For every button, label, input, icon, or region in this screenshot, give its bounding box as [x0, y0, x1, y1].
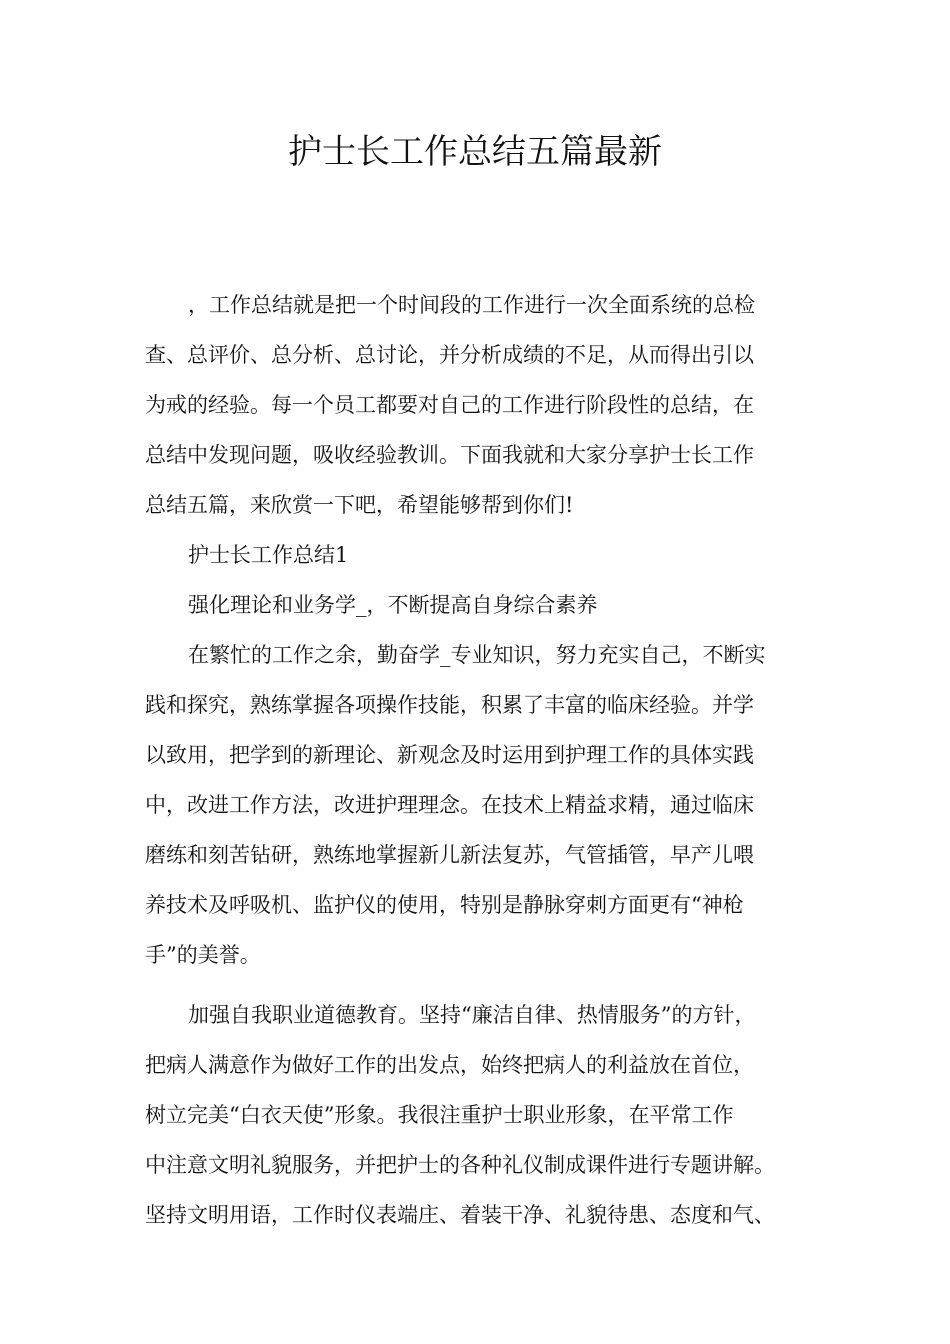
intro-line: 总结中发现问题，吸收经验教训。下面我就和大家分享护士长工作: [145, 443, 754, 467]
intro-line: 为戒的经验。每一个员工都要对自己的工作进行阶段性的总结，在: [145, 393, 754, 417]
paragraph1-line: 践和探究，熟练掌握各项操作技能，积累了丰富的临床经验。并学: [145, 693, 754, 717]
section-heading: 护士长工作总结1: [188, 543, 349, 567]
paragraph1-line: 以致用，把学到的新理论、新观念及时运用到护理工作的具体实践: [145, 743, 754, 767]
paragraph-gap: [145, 980, 825, 990]
paragraph2-line: 加强自我职业道德教育。坚持“廉洁自律、热情服务”的方针，: [188, 1003, 756, 1027]
intro-line: 查、总评价、总分析、总讨论，并分析成绩的不足，从而得出引以: [145, 343, 754, 367]
intro-line: 总结五篇，来欣赏一下吧，希望能够帮到你们!: [145, 493, 574, 517]
paragraph1-line: 磨练和刻苦钻研，熟练地掌握新儿新法复苏，气管插管，早产儿喂: [145, 843, 754, 867]
paragraph1-line: 养技术及呼吸机、监护仪的使用，特别是静脉穿刺方面更有“神枪: [145, 893, 744, 917]
document-title: 护士长工作总结五篇最新: [288, 132, 662, 172]
paragraph1-line: 中，改进工作方法，改进护理理念。在技术上精益求精，通过临床: [145, 793, 754, 817]
paragraph2-line: 中注意文明礼貌服务，并把护士的各种礼仪制成课件进行专题讲解。: [145, 1153, 775, 1177]
paragraph2-line: 把病人满意作为做好工作的出发点，始终把病人的利益放在首位，: [145, 1053, 754, 1077]
paragraph2-line: 坚持文明用语，工作时仪表端庄、着装干净、礼貌待患、态度和气、: [145, 1203, 775, 1227]
intro-line: ，工作总结就是把一个时间段的工作进行一次全面系统的总检: [188, 293, 755, 317]
document-body: [145, 280, 825, 1240]
paragraph2-line: 树立完美“白衣天使”形象。我很注重护士职业形象，在平常工作: [145, 1103, 734, 1127]
paragraph1-line: 在繁忙的工作之余，勤奋学_专业知识，努力充实自己，不断实: [188, 643, 766, 667]
paragraph1-line: 手”的美誉。: [145, 943, 261, 967]
subheading: 强化理论和业务学_，不断提高自身综合素养: [188, 593, 598, 617]
